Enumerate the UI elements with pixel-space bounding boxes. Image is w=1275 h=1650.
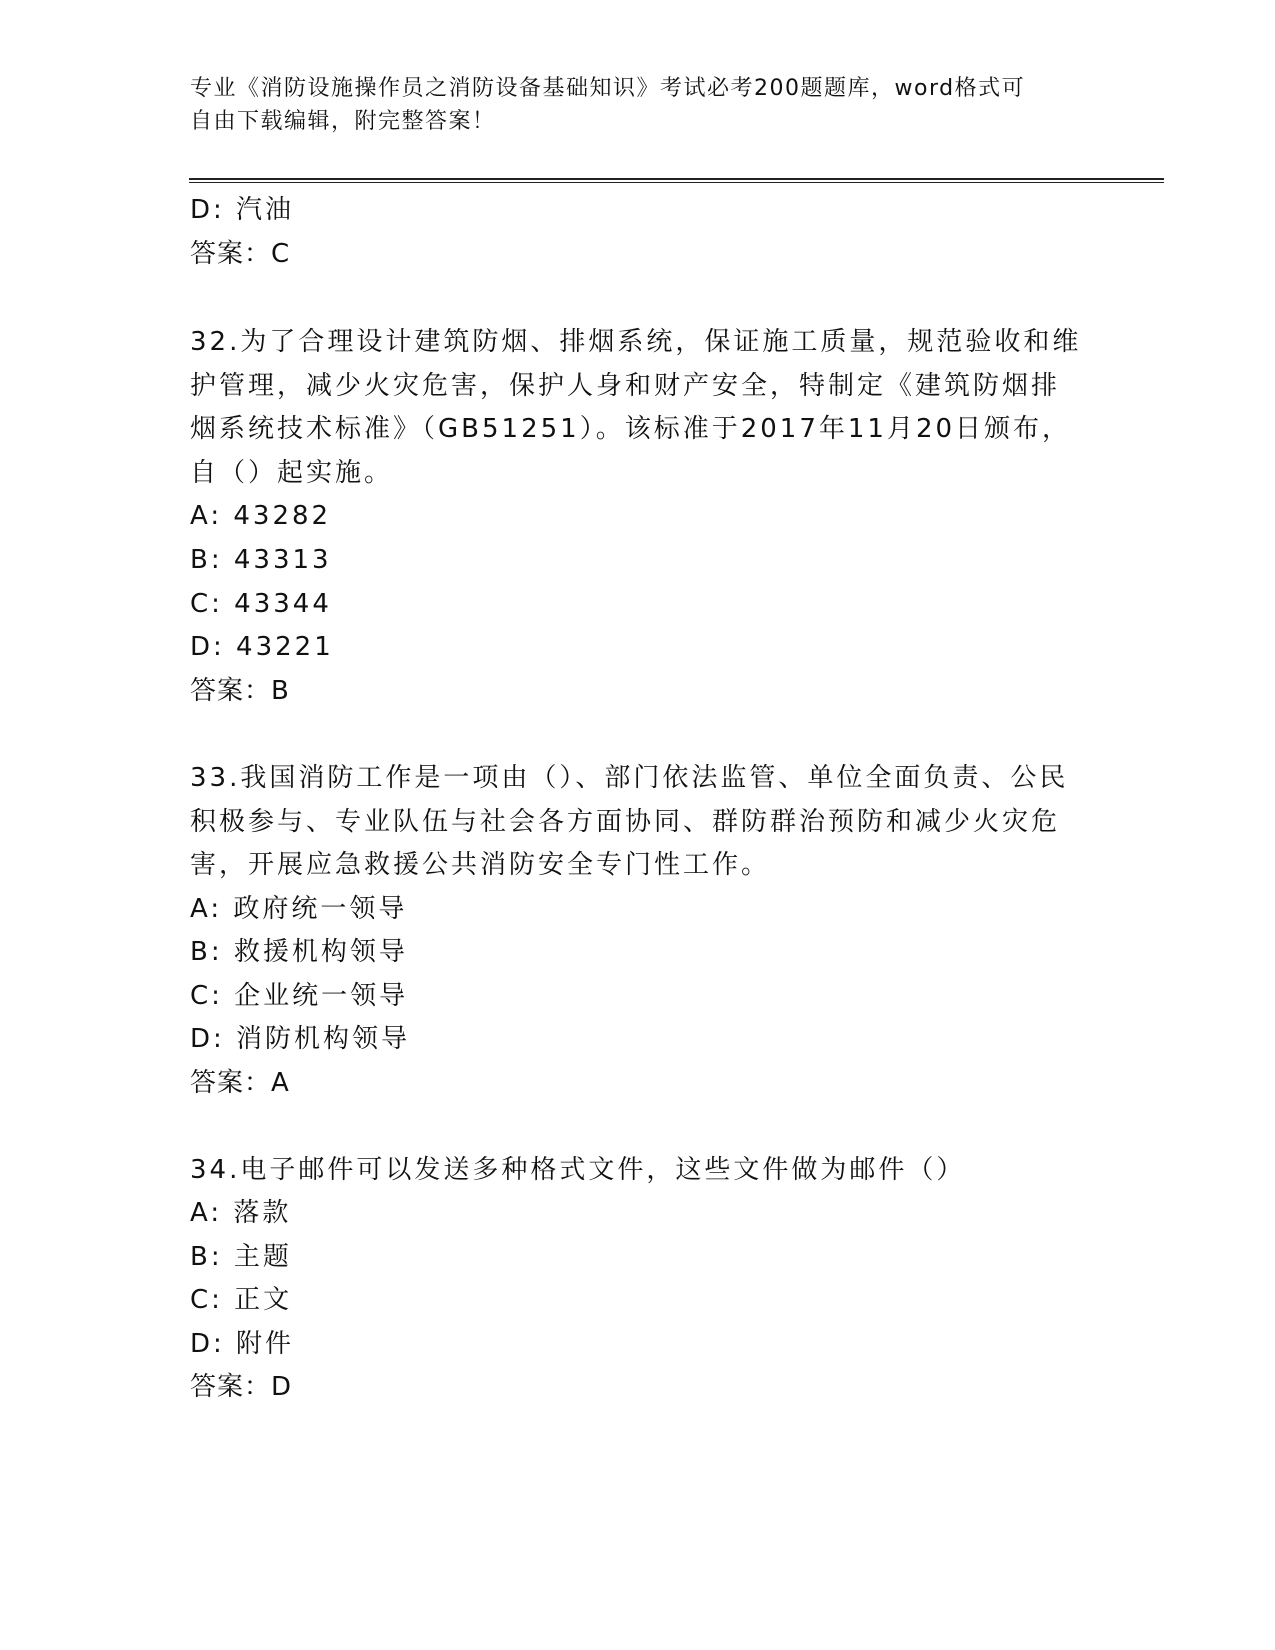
q34-answer: 答案：D [190, 1372, 293, 1402]
q33-option-d: D: 消防机构领导 [190, 1024, 411, 1054]
prev-answer: 答案：C [190, 239, 291, 269]
q34-option-b: B: 主题 [190, 1242, 292, 1272]
q32-option-d: D: 43221 [190, 632, 334, 662]
q33-stem-line-3: 害，开展应急救援公共消防安全专门性工作。 [190, 850, 771, 880]
q32-stem-line-1: 32.为了合理设计建筑防烟、排烟系统，保证施工质量，规范验收和维 [190, 327, 1082, 357]
q33-answer: 答案：A [190, 1068, 290, 1098]
header-divider-thick [189, 178, 1164, 180]
q32-answer: 答案：B [190, 676, 290, 706]
prev-option-d: D: 汽油 [190, 195, 295, 225]
q32-stem-line-3: 烟系统技术标准》（GB51251）。该标准于2017年11月20日颁布， [190, 414, 1072, 444]
q32-stem-line-2: 护管理，减少火灾危害，保护人身和财产安全，特制定《建筑防烟排 [190, 371, 1061, 401]
q32-option-a: A: 43282 [190, 501, 332, 531]
q32-option-c: C: 43344 [190, 589, 332, 619]
q33-option-b: B: 救援机构领导 [190, 937, 408, 967]
q34-option-a: A: 落款 [190, 1198, 292, 1228]
q32-option-b: B: 43313 [190, 545, 332, 575]
header-title-line-1: 专业《消防设施操作员之消防设备基础知识》考试必考200题题库，word格式可 [190, 76, 1026, 101]
q33-option-c: C: 企业统一领导 [190, 981, 409, 1011]
q32-stem-line-4: 自（）起实施。 [190, 458, 394, 488]
q33-stem-line-1: 33.我国消防工作是一项由（）、部门依法监管、单位全面负责、公民 [190, 763, 1069, 793]
q33-option-a: A: 政府统一领导 [190, 894, 408, 924]
q34-option-d: D: 附件 [190, 1329, 295, 1359]
q33-stem-line-2: 积极参与、专业队伍与社会各方面协同、群防群治预防和减少火灾危 [190, 807, 1061, 837]
header-title-line-2: 自由下载编辑，附完整答案！ [190, 109, 496, 134]
q34-option-c: C: 正文 [190, 1285, 293, 1315]
header-divider-thin [189, 182, 1164, 183]
page-header [190, 72, 1090, 138]
q34-stem-line-1: 34.电子邮件可以发送多种格式文件，这些文件做为邮件（） [190, 1155, 966, 1185]
